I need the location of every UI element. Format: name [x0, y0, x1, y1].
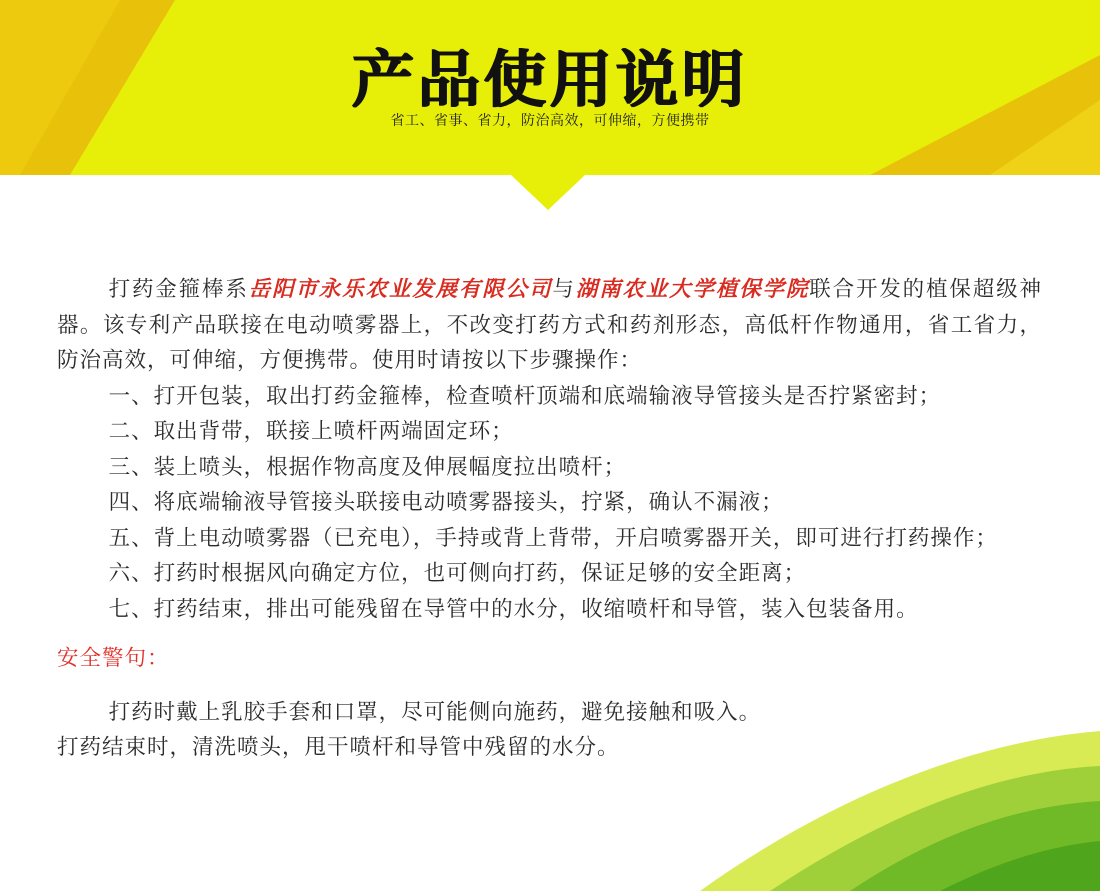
- intro-text-start: 打药金箍棒系: [108, 277, 249, 302]
- intro-paragraph: [57, 272, 1042, 379]
- safety-line-1: 打药时戴上乳胶手套和口罩，尽可能侧向施药，避免接触和吸入。: [108, 699, 762, 725]
- step-5: 五、背上电动喷雾器（已充电），手持或背上背带，开启喷雾器开关，即可进行打药操作；: [108, 525, 998, 551]
- university-name: 湖南农业大学植保学院: [575, 277, 810, 302]
- step-2: 二、取出背带，联接上喷杆两端固定环；: [108, 419, 514, 444]
- page-subtitle: 省工、省事、省力，防治高效，可伸缩，方便携带: [390, 113, 710, 129]
- intro-text-mid: 与: [552, 277, 576, 302]
- safety-title: 安全警句：: [57, 646, 170, 671]
- intro-text-end: 联合开发的植保超级神器。该专利产品联接在电动喷雾器上，不改变打药方式和药剂形态，高低杆作物通用，省工省力，防治高效，可伸缩，方便携带。使用时请按以下步骤操作：: [57, 277, 1042, 373]
- step-6: 六、打药时根据风向确定方位，也可侧向打药，保证足够的安全距离；: [108, 561, 807, 586]
- step-3: 三、装上喷头，根据作物高度及伸展幅度拉出喷杆；: [108, 454, 627, 480]
- step-4: 四、将底端输液导管接头联接电动喷雾器接头，拧紧，确认不漏液；: [108, 490, 784, 515]
- instruction-body: [57, 272, 1042, 766]
- page-title: 产品使用说明: [351, 43, 748, 116]
- step-1: 一、打开包装，取出打药金箍棒，检查喷杆顶端和底端输液导管接头是否拧紧密封；: [108, 383, 942, 409]
- safety-line-2: 打药结束时，清洗喷头，甩干喷杆和导管中残留的水分。: [57, 735, 620, 760]
- step-7: 七、打药结束，排出可能残留在导管中的水分，收缩喷杆和导管，装入包装备用。: [108, 596, 919, 622]
- company-name: 岳阳市永乐农业发展有限公司: [248, 277, 553, 302]
